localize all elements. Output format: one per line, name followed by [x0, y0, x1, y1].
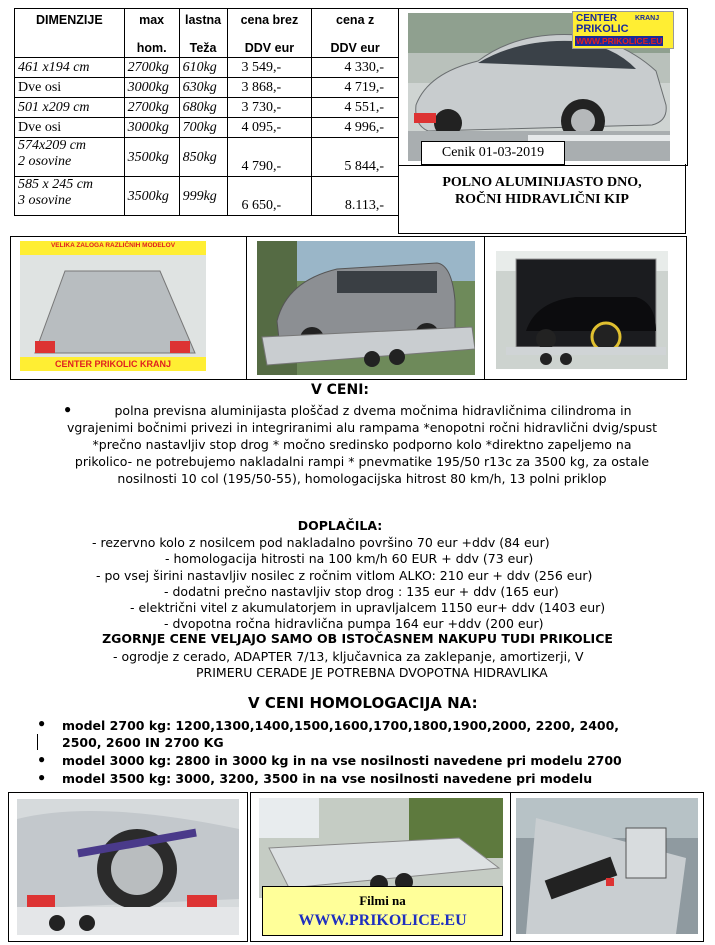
homologacija-item-1: model 2700 kg: 1200,1300,1400,1500,1600,1700,1800,1900,2000, 2200, 2400, 2500, 2600 IN 2700 KG — [62, 718, 620, 750]
bullet-icon: ● — [38, 716, 46, 730]
photo-trailer-frame — [10, 236, 248, 380]
homologacija-title: V CENI HOMOLOGACIJA NA: — [248, 694, 478, 712]
purchase-notice: ZGORNJE CENE VELJAJO SAMO OB ISTOČASNEM NAKUPU TUDI PRIKOLICE — [102, 631, 613, 646]
bullet-icon: ● — [64, 402, 72, 416]
header-lastna: lastna — [179, 9, 227, 40]
table-header-row — [15, 9, 399, 40]
header-dimenzije: DIMENZIJE — [15, 9, 125, 40]
v-ceni-title: V CENI: — [310, 382, 370, 398]
table-row: 501 x209 cm 2700kg 680kg 3 730,- 4 551,- — [15, 98, 399, 118]
flatbed-photo — [259, 798, 503, 898]
table-row: 461 x194 cm 2700kg 610kg 3 549,- 4 330,- — [15, 58, 399, 78]
photo-wheel-strap-frame — [8, 792, 248, 942]
table-row: 574x209 cm 2 osovine 3500kg 850kg 4 790,- 5 844,- — [15, 138, 399, 177]
headline-line-2: ROČNI HIDRAVLIČNI KIP — [455, 192, 629, 207]
photo-winch-frame — [510, 792, 704, 942]
trailer-photo — [20, 241, 206, 371]
doplacila-extra-1: - ogrodje z cerado, ADAPTER 7/13, ključavnica za zaklepanje, amortizerji, V — [113, 649, 584, 664]
table-header-row-2 — [15, 39, 399, 58]
header-hom: hom. — [124, 39, 179, 58]
doplacila-extra-2: PRIMERU CERADE JE POTREBNA DVOPOTNA HIDRAVLIKA — [196, 665, 548, 680]
promo-line-1: Filmi na — [359, 893, 406, 908]
margin-divider — [37, 734, 38, 750]
price-list-date: Cenik 01-03-2019 — [421, 141, 565, 165]
homologacija-item-3: model 3500 kg: 3000, 3200, 3500 in na vse nosilnosti navedene pri modelu — [62, 771, 593, 786]
bullet-icon: ● — [38, 770, 46, 784]
price-table — [14, 8, 399, 216]
doplacila-item-3: - po vsej širini nastavljiv nosilec z ročnim vitlom ALKO: 210 eur + ddv (256 eur) — [96, 568, 593, 583]
doplacila-item-1: - rezervno kolo z nosilcem pod nakladalno površino 70 eur +ddv (84 eur) — [92, 535, 550, 550]
photo-car-covered-frame — [484, 236, 687, 380]
doplacila-item-4: - dodatni prečno nastavljiv stop drog : 135 eur + ddv (165 eur) — [164, 584, 559, 599]
homologacija-item-2: model 3000 kg: 2800 in 3000 kg in na vse nosilnosti navedene pri modelu 2700 — [62, 753, 622, 768]
headline-line-1: POLNO ALUMINIJASTO DNO, — [442, 175, 642, 190]
v-ceni-text: polna previsna aluminijasta ploščad z dvema močnima hidravličnima cilindroma in vgrajenimi bočnimi privezi in integriranimi alu rampama *enopotni ročni hidravlični dvig/spust *prečno nastavljiv stop drog * močno sredinsko podporno kolo *direktno zapeljemo na prikolico- ne potrebujemo nakladalni rampi * pnevmatike 195/50 r13c za 3500 kg, za ostale nosilnosti 10 col (195/50-55), homologacijska hitrost 80 km/h, 13 polni priklop — [66, 403, 658, 486]
van-on-trailer-photo — [257, 241, 475, 375]
doplacila-item-5: - električni vitel z akumulatorjem in upravljalcem 1150 eur+ ddv (1403 eur) — [130, 600, 606, 615]
header-max: max — [124, 9, 179, 40]
photo-van-frame — [246, 236, 486, 380]
header-teza: Teža — [179, 39, 227, 58]
table-row: Dve osi 3000kg 630kg 3 868,- 4 719,- — [15, 78, 399, 98]
stock-banner: VELIKA ZALOGA RAZLIČNIH MODELOV — [50, 242, 176, 249]
header-ddv-eur: DDV eur — [227, 39, 312, 58]
table-row: 585 x 245 cm 3 osovine 3500kg 999kg 6 650,- 8.113,- — [15, 177, 399, 216]
website-link[interactable]: WWW.PRIKOLICE.EU — [298, 912, 467, 929]
header-cena-brez: cena brez — [227, 9, 312, 40]
center-banner: CENTER PRIKOLIC KRANJ — [54, 359, 171, 369]
bullet-icon: ● — [38, 752, 46, 766]
header-cena-z: cena z — [312, 9, 399, 40]
header-ddv-eur-2: DDV eur — [312, 39, 399, 58]
doplacila-title: DOPLAČILA: — [297, 518, 383, 533]
center-prikolic-logo: CENTER KRANJ PRIKOLIC WWW.PRIKOLICE.EU — [572, 11, 674, 49]
winch-photo — [516, 798, 698, 934]
headline-box — [398, 164, 686, 234]
covered-trailer-photo — [496, 251, 668, 369]
doplacila-item-6: - dvopotna ročna hidravlična pumpa 164 eur +ddv (200 eur) — [164, 616, 544, 631]
wheel-strap-photo — [17, 799, 239, 935]
promo-box — [262, 886, 503, 936]
doplacila-item-2: - homologacija hitrosti na 100 km/h 60 EUR + ddv (73 eur) — [165, 551, 534, 566]
table-row: Dve osi 3000kg 700kg 4 095,- 4 996,- — [15, 118, 399, 138]
